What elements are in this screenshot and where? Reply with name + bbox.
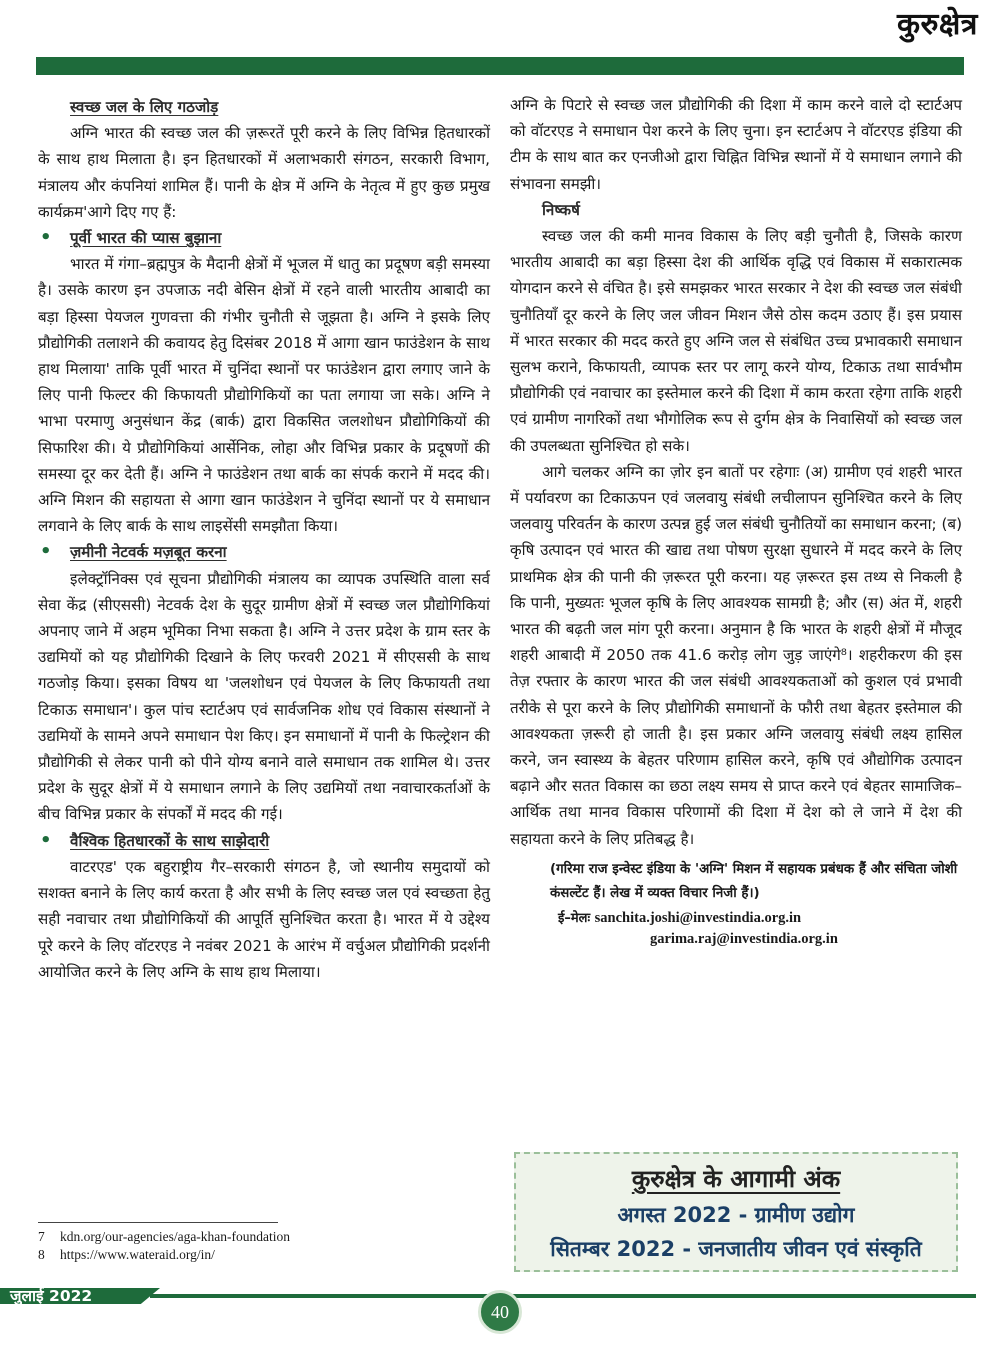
conclusion-paragraph: स्वच्छ जल की कमी मानव विकास के लिए बड़ी चुनौती है, जिसके कारण भारतीय आबादी का बड़ा हिस्सा देश की आर्थिक वृद्धि एवं विकास में सकारात्मक योगदान करने से वंचित है। इसे समझकर भारत सरकार ने देश की स्वच्छ जल संबंधी चुनौतियाँ दूर करने के लिए जल जीवन मिशन जैसे ठोस कदम उठाए हैं। इस प्रयास में भारत सरकार की मदद करते हुए अग्नि जल से संबंधित उच्च प्रभावकारी समाधान सुलभ कराने, किफायती, व्यापक स्तर पर लागू करने योग्य, टिकाऊ तथा सार्वभौम प्रौद्योगिकी एवं नवाचार का इस्तेमाल करने की दिशा में काम करता रहेगा ताकि शहरी एवं ग्रामीण नागरिकों तथा भौगोलिक रूप से दुर्गम क्षेत्र के निवासियों को स्वच्छ जल की उपलब्धता सुनिश्चित हो सके। (510, 227, 962, 455)
bullet-icon: • (40, 541, 52, 563)
magazine-masthead: कुरुक्षेत्र (896, 7, 978, 42)
footnote-divider (38, 1222, 278, 1223)
section-paragraph: अग्नि भारत की स्वच्छ जल की ज़रूरतें पूरी करने के लिए विभिन्न हितधारकों के साथ हाथ मिलाता है। इन हितधारकों में अलाभकारी संगठन, सरकारी विभाग, मंत्रालय और कंपनियां शामिल हैं। पानी के क्षेत्र में अग्नि के नेतृत्व में हुए कुछ प्रमुख कार्यक्रम'आगे दिए गए हैं: (38, 124, 490, 221)
upcoming-issues-box (514, 1152, 958, 1272)
conclusion-heading: निष्कर्ष (542, 200, 580, 219)
footer-line (150, 1294, 976, 1298)
bullet-paragraph: इलेक्ट्रॉनिक्स एवं सूचना प्रौद्योगिकी मंत्रालय का व्यापक उपस्थिति वाला सर्व सेवा केंद्र (सीएससी) नेटवर्क देश के सुदूर ग्रामीण क्षेत्रों में स्वच्छ जल प्रौद्योगिकियां अपनाए जाने में अहम भूमिका निभा सकता है। अग्नि ने उत्तर प्रदेश के ग्राम स्तर के उद्यमियों को यह प्रौद्योगिकी दिखाने के लिए फरवरी 2021 में सीएससी के साथ गठजोड़ किया। इसका विषय था 'जलशोधन एवं पेयजल के लिए किफायती तथा टिकाऊ समाधान'। कुल पांच स्टार्टअप एवं सार्वजनिक शोध एवं विकास संस्थानों ने उद्यमियों के सामने अपने समाधान पेश किए। इन समाधानों में पानी के फिल्ट्रेशन की प्रौद्योगिकी से लेकर पानी को पीने योग्य बनाने वाले समाधान तक शामिल थे। उत्तर प्रदेश के सुदूर क्षेत्रों में ये समाधान लगाने के लिए उद्यमियों तथा नवाचारकर्ताओं के बीच विभिन्न प्रकार के संपर्कों में मदद की गई। (38, 569, 490, 824)
upcoming-issue-september: सितम्बर 2022 - जनजातीय जीवन एवं संस्कृति (550, 1237, 922, 1261)
footnotes (38, 1228, 290, 1264)
issue-label: जुलाई 2022 (10, 1287, 93, 1305)
upcoming-title: कुरुक्षेत्र के आगामी अंक (631, 1164, 841, 1193)
footnote-item: 8 https://www.wateraid.org/in/ (38, 1247, 215, 1262)
bullet-icon: • (40, 829, 52, 851)
email-block (510, 908, 962, 950)
section-heading-clean-water-partnership: स्वच्छ जल के लिए गठजोड़ (70, 98, 219, 116)
bullet-paragraph: भारत में गंगा–ब्रह्मपुत्र के मैदानी क्षेत्रों में भूजल में धातु का प्रदूषण बड़ी समस्या है। उसके कारण इन उपजाऊ नदी बेसिन क्षेत्रों में रहने वाली भारतीय आबादी का बड़ा हिस्सा पेयजल गुणवत्ता की गंभीर चुनौती से जूझता है। अग्नि ने इसके लिए प्रौद्योगिकी तलाशने की कवायद हेतु दिसंबर 2018 में आगा खान फाउंडेशन के साथ हाथ मिलाया' ताकि पूर्वी भारत में चुनिंदा स्थानों पर फाउंडेशन द्वारा लगाए जाने के लिए पानी फिल्टर की किफायती प्रौद्योगिकियों का पता लगाया जा सके। अग्नि ने भाभा परमाणु अनुसंधान केंद्र (बार्क) द्वारा विकसित जलशोधन प्रौद्योगिकियों की सिफारिश की। ये प्रौद्योगिकियां आर्सेनिक, लोहा और विभिन्न प्रकार के प्रदूषणों की समस्या दूर कर देती हैं। अग्नि ने फाउंडेशन तथा बार्क का संपर्क कराने में मदद की। अग्नि मिशन की सहायता से आगा खान फाउंडेशन ने चुनिंदा स्थानों पर ये समाधान लगवाने के लिए बार्क के साथ लाइसेंसी समझौता किया। (38, 255, 490, 536)
upcoming-issue-august: अगस्त 2022 - ग्रामीण उद्योग (617, 1203, 855, 1227)
bullet-heading-global-partnership: • वैश्विक हितधारकों के साथ साझेदारी (38, 828, 490, 854)
bullet-icon: • (40, 227, 52, 249)
footnote-item: 7 kdn.org/our-agencies/aga-khan-foundation (38, 1229, 291, 1244)
header-bar (36, 57, 964, 75)
left-column (38, 94, 490, 985)
bullet-heading-east-india: • पूर्वी भारत की प्यास बुझाना (38, 225, 490, 251)
bullet-heading-ground-network: • ज़मीनी नेटवर्क मज़बूत करना (38, 539, 490, 565)
email-label: ई–मेलः (558, 910, 591, 926)
right-column (510, 92, 962, 950)
email-link[interactable]: sanchita.joshi@investindia.org.in (594, 909, 802, 926)
email-link[interactable]: garima.raj@investindia.org.in (650, 930, 838, 947)
continuation-paragraph: अग्नि के पिटारे से स्वच्छ जल प्रौद्योगिकी की दिशा में काम करने वाले दो स्टार्टअप को वॉटरएड ने समाधान पेश करने के लिए चुना। इन स्टार्टअप ने वॉटरएड इंडिया की टीम के साथ बात कर एनजीओ द्वारा चिह्नित विभिन्न स्थानों में ये समाधान लगाने की संभावना समझी। (510, 96, 962, 193)
bullet-paragraph: वाटरएड' एक बहुराष्ट्रीय गैर–सरकारी संगठन है, जो स्थानीय समुदायों को सशक्त बनाने के लिए कार्य करता है और सभी के लिए स्वच्छ जल एवं स्वच्छता हेतु सही नवाचार तथा प्रौद्योगिकियों की आपूर्ति सुनिश्चित करता है। भारत में ये उद्देश्य पूरे करने के लिए वॉटरएड ने नवंबर 2021 के आरंभ में वर्चुअल प्रौद्योगिकी प्रदर्शनी आयोजित करने के लिए अग्नि के साथ हाथ मिलाया। (38, 857, 490, 981)
conclusion-paragraph: आगे चलकर अग्नि का ज़ोर इन बातों पर रहेगाः (अ) ग्रामीण एवं शहरी भारत में पर्यावरण का टिकाऊपन एवं जलवायु संबंधी लचीलापन सुनिश्चित करने के लिए जलवायु परिवर्तन के कारण उत्पन्न हुई जल संबंधी चुनौतियों का समाधान करना; (ब) कृषि उत्पादन एवं भारत की खाद्य तथा पोषण सुरक्षा सुधारने में मदद करने के लिए प्राथमिक क्षेत्र की पानी की ज़रूरत पूरी करना। यह ज़रूरत इस तथ्य से निकली है कि पानी, मुख्यतः भूजल कृषि के लिए आवश्यक सामग्री है; और (स) अंत में, शहरी भारत की बढ़ती जल मांग पूरी करना। अनुमान है कि भारत के शहरी क्षेत्रों में मौजूद शहरी आबादी में 2050 तक 41.6 करोड़ लोग जुड़ जाएंगे⁸। शहरीकरण की इस तेज़ रफ्तार के कारण भारत की जल संबंधी आवश्यकताओं को कुशल एवं प्रभावी तरीके से पूरा करने के लिए प्रौद्योगिकी समाधानों के फौरी तथा बेहतर इस्तेमाल की आवश्यकता ज़रूरी हो जाती है। इस प्रकार अग्नि जलवायु संबंधी लक्ष्य हासिल करने, जन स्वास्थ्य के बेहतर परिणाम हासिल करने, कृषि एवं औद्योगिक उत्पादन बढ़ाने और सतत विकास का छठा लक्ष्य समय से प्राप्त करने एवं बेहतर सामाजिक–आर्थिक तथा मानव विकास परिणामों की दिशा में देश को ले जाने में देश की सहायता करने के लिए प्रतिबद्ध है। (510, 462, 962, 848)
page-number: 40 (478, 1290, 522, 1334)
author-note: (गरिमा राज इन्वेस्ट इंडिया के 'अग्नि' मिशन में सहायक प्रबंधक हैं और संचिता जोशी कंसल्टेंट हैं। लेख में व्यक्त विचार निजी हैं।) (550, 861, 958, 901)
